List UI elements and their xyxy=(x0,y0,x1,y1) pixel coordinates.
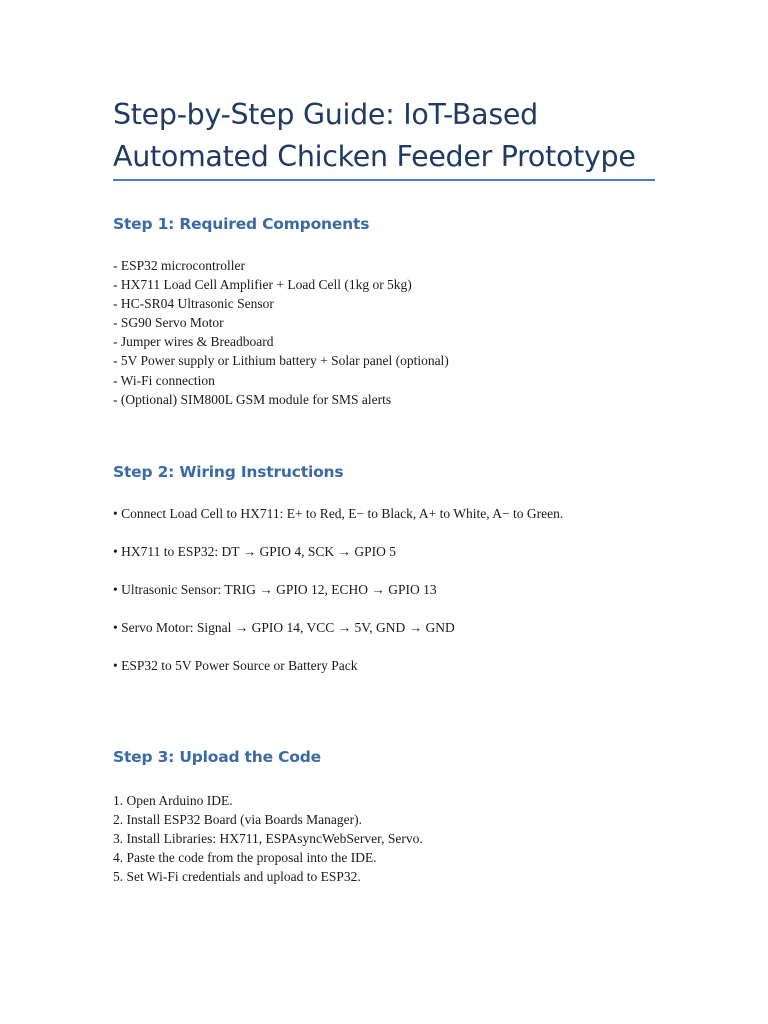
title-underline xyxy=(113,179,655,181)
step1-component-list xyxy=(113,256,449,409)
document-title-line1: Step-by-Step Guide: IoT-Based xyxy=(113,98,538,131)
list-item: 5. Set Wi-Fi credentials and upload to ESP32. xyxy=(113,869,361,885)
list-item: • HX711 to ESP32: DT → GPIO 4, SCK → GPIO 5 xyxy=(113,544,397,559)
step2-heading: Step 2: Wiring Instructions xyxy=(113,463,344,481)
document-title-line2: Automated Chicken Feeder Prototype xyxy=(113,140,636,173)
list-item: - Wi-Fi connection xyxy=(113,372,215,388)
list-item: • ESP32 to 5V Power Source or Battery Pack xyxy=(113,658,358,673)
list-item: 3. Install Libraries: HX711, ESPAsyncWebServer, Servo. xyxy=(113,831,423,847)
step3-upload-list xyxy=(113,791,423,886)
list-item: - Jumper wires & Breadboard xyxy=(113,334,274,350)
list-item: 2. Install ESP32 Board (via Boards Manager). xyxy=(113,812,362,828)
list-item: - (Optional) SIM800L GSM module for SMS alerts xyxy=(113,391,392,407)
list-item: 4. Paste the code from the proposal into the IDE. xyxy=(113,850,377,866)
list-item: - HX711 Load Cell Amplifier + Load Cell (1kg or 5kg) xyxy=(113,277,412,293)
list-item: • Ultrasonic Sensor: TRIG → GPIO 12, ECHO → GPIO 13 xyxy=(113,582,437,597)
step1-heading: Step 1: Required Components xyxy=(113,215,370,233)
step2-wiring-list xyxy=(113,504,563,694)
list-item: - SG90 Servo Motor xyxy=(113,315,224,331)
list-item: • Connect Load Cell to HX711: E+ to Red, E− to Black, A+ to White, A− to Green. xyxy=(113,506,564,521)
step3-heading: Step 3: Upload the Code xyxy=(113,748,321,766)
list-item: - ESP32 microcontroller xyxy=(113,258,245,273)
list-item: 1. Open Arduino IDE. xyxy=(113,793,233,808)
list-item: • Servo Motor: Signal → GPIO 14, VCC → 5V, GND → GND xyxy=(113,620,455,635)
document-title xyxy=(113,94,658,178)
list-item: - 5V Power supply or Lithium battery + Solar panel (optional) xyxy=(113,353,449,369)
list-item: - HC-SR04 Ultrasonic Sensor xyxy=(113,296,274,312)
